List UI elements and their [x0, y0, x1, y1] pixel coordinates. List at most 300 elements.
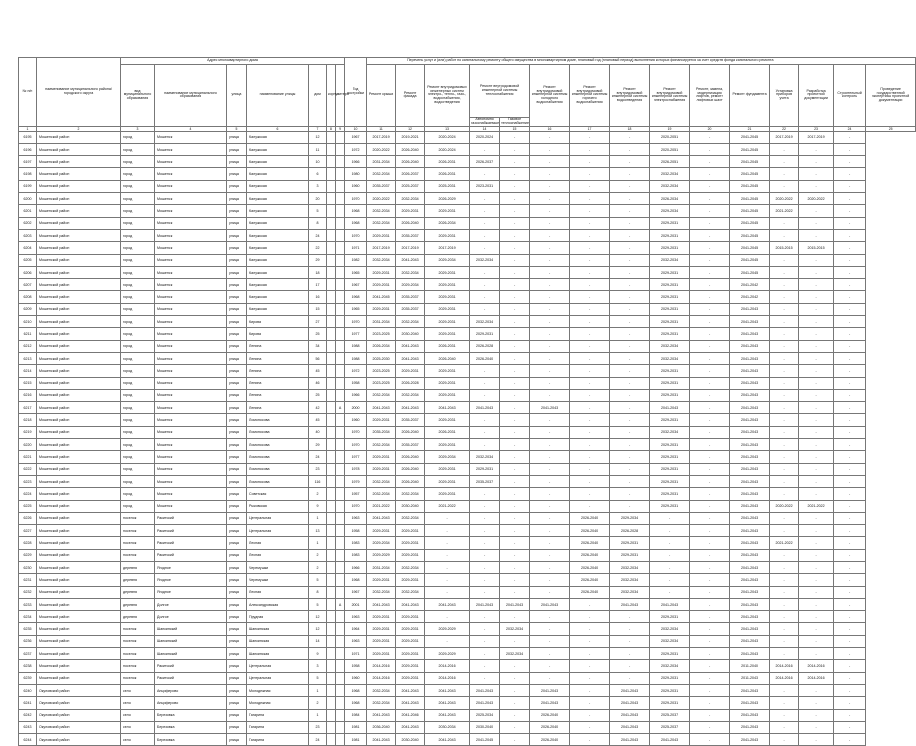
table-row: [19, 193, 916, 205]
cell-year: 1968: [345, 697, 367, 709]
cell-korpus: [327, 291, 336, 303]
cell-work-period: -: [770, 574, 799, 586]
cell-work-period: -: [690, 414, 730, 426]
cell-stroenie: [336, 684, 345, 696]
cell-work-period: 2031-2034: [367, 316, 396, 328]
cell-mo-name: Ягодное: [155, 561, 227, 573]
table-row: [19, 242, 916, 254]
cell-stroenie: [336, 549, 345, 561]
cell-korpus: [327, 611, 336, 623]
cell-work-period: -: [770, 303, 799, 315]
cell-street-name: Калужская: [247, 156, 309, 168]
cell-work-period: -: [799, 512, 834, 524]
cell-row-number: 6236: [19, 635, 37, 647]
cell-work-period: 2041-2043: [367, 598, 396, 610]
cell-work-period: 2041-2043: [730, 734, 770, 746]
cell-work-period: -: [570, 143, 610, 155]
cell-work-period: -: [610, 660, 650, 672]
cell-work-period: 2041-2043: [730, 475, 770, 487]
cell-work-period: -: [799, 328, 834, 340]
cell-work-period: -: [570, 328, 610, 340]
cell-work-period: -: [570, 439, 610, 451]
cell-work-period: -: [610, 426, 650, 438]
cell-stroenie: [336, 451, 345, 463]
cell-work-period: 2019-2021: [396, 131, 425, 143]
cell-work-period: -: [690, 623, 730, 635]
cell-work-period: -: [500, 721, 530, 733]
cell-work-period: -: [530, 266, 570, 278]
cell-work-period: 2041-2043: [650, 734, 690, 746]
table-row: [19, 180, 916, 192]
cell-work-period: -: [530, 303, 570, 315]
cell-mo-type: город: [121, 340, 155, 352]
cell-row-number: 6200: [19, 193, 37, 205]
cell-mo-type: город: [121, 217, 155, 229]
cell-row-number: 6199: [19, 180, 37, 192]
cell-house: 5: [309, 598, 327, 610]
cell-row-number: 6241: [19, 697, 37, 709]
cell-stroenie: [336, 156, 345, 168]
cell-work-period: 2026-2031: [425, 340, 470, 352]
cell-work-period: -: [690, 451, 730, 463]
cell-work-period: -: [834, 561, 866, 573]
cell-work-period: 2041-2045: [730, 266, 770, 278]
cell-work-period: 2029-2031: [425, 439, 470, 451]
cell-work-period: -: [425, 635, 470, 647]
cell-work-period: -: [799, 684, 834, 696]
cell-work-period: -: [425, 537, 470, 549]
cell-work-period: 2026-2031: [425, 426, 470, 438]
table-row: [19, 660, 916, 672]
cell-work-period: 2029-2031: [396, 525, 425, 537]
cell-work-period: 2041-2043: [730, 352, 770, 364]
cell-work-period: -: [799, 488, 834, 500]
cell-work-period: -: [650, 537, 690, 549]
column-number-cell: 3: [121, 126, 155, 131]
cell-row-number: 6211: [19, 328, 37, 340]
cell-mo-type: город: [121, 193, 155, 205]
cell-work-period: -: [500, 611, 530, 623]
cell-work-period: -: [500, 229, 530, 241]
cell-work-period: -: [690, 266, 730, 278]
cell-korpus: [327, 451, 336, 463]
cell-work-period: 2035-2037: [396, 291, 425, 303]
cell-work-period: 2041-2043: [730, 426, 770, 438]
cell-work-period: 2029-2034: [425, 254, 470, 266]
cell-work-period: -: [425, 549, 470, 561]
cell-korpus: [327, 217, 336, 229]
col-korpus-header: корпус: [327, 65, 336, 127]
cell-house: 10: [309, 156, 327, 168]
col-hot-water-header: Ремонт внутридомовой инженерной системы горячего водоснабжения: [570, 65, 610, 127]
cell-mo-type: деревня: [121, 574, 155, 586]
cell-house: 24: [309, 734, 327, 746]
cell-work-period: 2032-2034: [367, 475, 396, 487]
cell-work-period: 2029-2031: [650, 500, 690, 512]
cell-house: 42: [309, 402, 327, 414]
cell-work-period: -: [470, 377, 500, 389]
cell-work-period: -: [650, 574, 690, 586]
cell-house: 2: [309, 561, 327, 573]
cell-street-name: Калужская: [247, 254, 309, 266]
cell-work-period: -: [470, 205, 500, 217]
cell-street-type: улица: [227, 709, 247, 721]
cell-work-period: -: [500, 734, 530, 746]
cell-street-name: Калужская: [247, 205, 309, 217]
cell-work-period: -: [799, 217, 834, 229]
col-num-header: № п/п: [19, 58, 37, 127]
cell-work-period: -: [799, 549, 834, 561]
cell-work-period: -: [834, 549, 866, 561]
cell-work-period: 2032-2034: [396, 512, 425, 524]
cell-street-name: Шапкинская: [247, 635, 309, 647]
cell-work-period: -: [834, 598, 866, 610]
cell-house: 25: [309, 389, 327, 401]
cell-work-period: -: [530, 500, 570, 512]
cell-work-period: -: [570, 734, 610, 746]
cell-work-period: -: [690, 156, 730, 168]
cell-work-period: 2017-2019: [367, 131, 396, 143]
cell-work-period: -: [470, 365, 500, 377]
cell-work-period: 2025-2034: [470, 709, 500, 721]
cell-mo-type: город: [121, 131, 155, 143]
cell-work-period: 2041-2043: [470, 697, 500, 709]
cell-work-period: -: [834, 623, 866, 635]
cell-row-number: 6213: [19, 352, 37, 364]
cell-mo-name: Мошенск: [155, 475, 227, 487]
cell-stroenie: А: [336, 598, 345, 610]
cell-work-period: 2029-2031: [367, 463, 396, 475]
cell-work-period: -: [690, 389, 730, 401]
cell-mo-name: Мошенск: [155, 414, 227, 426]
cell-mo-name: Ракитский: [155, 512, 227, 524]
cell-mo-type: город: [121, 463, 155, 475]
cell-stroenie: [336, 303, 345, 315]
cell-work-period: 2041-2043: [730, 414, 770, 426]
cell-work-period: 2020-2022: [367, 193, 396, 205]
cell-work-period: -: [690, 229, 730, 241]
cell-work-period: 2041-2043: [610, 721, 650, 733]
cell-mo-name: Березовка: [155, 709, 227, 721]
cell-work-period: -: [530, 660, 570, 672]
cell-work-period: -: [690, 660, 730, 672]
cell-stroenie: [336, 352, 345, 364]
table-row: [19, 512, 916, 524]
cell-korpus: [327, 205, 336, 217]
cell-work-period: 2041-2045: [730, 254, 770, 266]
cell-work-period: -: [799, 254, 834, 266]
cell-house: 9: [309, 500, 327, 512]
cell-year: 1960: [345, 672, 367, 684]
cell-work-period: 2032-2034: [367, 168, 396, 180]
cell-work-period: 2021-2022: [770, 537, 799, 549]
cell-stroenie: [336, 512, 345, 524]
cell-mo-type: село: [121, 697, 155, 709]
column-number-cell: 21: [730, 126, 770, 131]
cell-street-name: Калужская: [247, 180, 309, 192]
cell-work-period: 2032-2034: [500, 648, 530, 660]
cell-work-period: -: [770, 635, 799, 647]
cell-work-period: 2029-2031: [650, 217, 690, 229]
cell-work-period: 2041-2045: [367, 291, 396, 303]
cell-work-period: -: [610, 205, 650, 217]
cell-year: 1970: [345, 193, 367, 205]
cell-work-period: 2029-2029: [367, 549, 396, 561]
cell-work-period: 2029-2031: [650, 389, 690, 401]
cell-work-period: -: [500, 451, 530, 463]
cell-work-period: -: [770, 734, 799, 746]
cell-district: Мошенской район: [37, 414, 121, 426]
cell-work-period: -: [690, 488, 730, 500]
cell-work-period: 2026-2028: [396, 377, 425, 389]
cell-work-period: -: [834, 451, 866, 463]
cell-work-period: 2020-2022: [770, 500, 799, 512]
column-number-cell: 25: [866, 126, 916, 131]
cell-work-period: -: [834, 611, 866, 623]
cell-work-period: -: [530, 574, 570, 586]
cell-row-number: 6216: [19, 389, 37, 401]
cell-work-period: -: [770, 143, 799, 155]
cell-work-period: -: [610, 611, 650, 623]
cell-work-period: 2026-2037: [470, 156, 500, 168]
cell-house: 5: [309, 672, 327, 684]
cell-street-name: Шапкинская: [247, 648, 309, 660]
cell-district: Мошенской район: [37, 574, 121, 586]
cell-work-period: -: [834, 475, 866, 487]
cell-work-period: -: [690, 193, 730, 205]
cell-work-period: 2041-2043: [730, 303, 770, 315]
cell-work-period: -: [500, 143, 530, 155]
cell-work-period: 2041-2043: [730, 635, 770, 647]
table-row: [19, 623, 916, 635]
cell-year: 1970: [345, 316, 367, 328]
cell-work-period: -: [500, 193, 530, 205]
cell-mo-type: поселок: [121, 623, 155, 635]
cell-work-period: 2032-2034: [367, 217, 396, 229]
table-row: [19, 352, 916, 364]
cell-work-period: 2032-2034: [367, 439, 396, 451]
cell-stroenie: [336, 697, 345, 709]
cell-street-type: улица: [227, 377, 247, 389]
cell-work-period: -: [650, 525, 690, 537]
cell-work-period: -: [834, 525, 866, 537]
cell-work-period: -: [610, 475, 650, 487]
cell-work-period: 2031-2034: [367, 156, 396, 168]
cell-mo-name: Ягодное: [155, 574, 227, 586]
cell-district: Мошенской район: [37, 672, 121, 684]
cell-mo-name: Долгое: [155, 598, 227, 610]
cell-work-period: -: [500, 574, 530, 586]
cell-street-type: улица: [227, 402, 247, 414]
cell-street-name: Калужская: [247, 229, 309, 241]
cell-row-number: 6231: [19, 574, 37, 586]
cell-stroenie: [336, 537, 345, 549]
cell-stroenie: [336, 377, 345, 389]
cell-work-period: 2041-2042: [730, 291, 770, 303]
cell-work-period: 2023-2025: [367, 377, 396, 389]
cell-work-period: -: [470, 549, 500, 561]
cell-work-period: 2014-2016: [425, 660, 470, 672]
cell-stroenie: [336, 648, 345, 660]
cell-korpus: [327, 229, 336, 241]
table-row: [19, 537, 916, 549]
cell-mo-type: город: [121, 488, 155, 500]
cell-work-period: -: [690, 672, 730, 684]
cell-work-period: -: [530, 143, 570, 155]
cell-korpus: [327, 623, 336, 635]
table-row: [19, 549, 916, 561]
cell-work-period: -: [570, 352, 610, 364]
cell-work-period: -: [799, 451, 834, 463]
cell-work-period: 2026-2040: [396, 143, 425, 155]
cell-work-period: -: [530, 205, 570, 217]
cell-mo-type: деревня: [121, 611, 155, 623]
cell-work-period: 2029-2031: [650, 328, 690, 340]
table-row: [19, 500, 916, 512]
cell-work-period: -: [610, 451, 650, 463]
cell-korpus: [327, 549, 336, 561]
cell-work-period: -: [500, 156, 530, 168]
cell-street-type: улица: [227, 561, 247, 573]
cell-year: 1958: [345, 525, 367, 537]
cell-street-type: улица: [227, 475, 247, 487]
cell-work-period: 2041-2043: [730, 512, 770, 524]
cell-work-period: -: [500, 340, 530, 352]
cell-work-period: 2029-2031: [396, 365, 425, 377]
cell-house: 20: [309, 193, 327, 205]
cell-work-period: -: [530, 291, 570, 303]
cell-work-period: -: [770, 586, 799, 598]
cell-row-number: 6243: [19, 721, 37, 733]
cell-street-name: Центральная: [247, 660, 309, 672]
cell-district: Мошенской район: [37, 586, 121, 598]
cell-work-period: 2020-2024: [425, 143, 470, 155]
cell-street-name: Ломоносова: [247, 439, 309, 451]
cell-stroenie: А: [336, 402, 345, 414]
cell-district: Мошенской район: [37, 611, 121, 623]
cell-district: Мошенской район: [37, 303, 121, 315]
cell-work-period: -: [770, 229, 799, 241]
cell-district: Мошенской район: [37, 316, 121, 328]
cell-mo-name: Анциферово: [155, 697, 227, 709]
cell-house: 3: [309, 180, 327, 192]
cell-korpus: [327, 131, 336, 143]
cell-street-type: улица: [227, 488, 247, 500]
cell-work-period: 2041-2043: [367, 734, 396, 746]
cell-house: 25: [309, 328, 327, 340]
cell-work-period: -: [690, 549, 730, 561]
cell-work-period: -: [570, 721, 610, 733]
cell-work-period: 2041-2043: [730, 697, 770, 709]
table-row: [19, 684, 916, 696]
cell-work-period: -: [610, 316, 650, 328]
cell-work-period: 2041-2043: [396, 402, 425, 414]
cell-street-name: Лесная: [247, 586, 309, 598]
cell-year: 1984: [345, 709, 367, 721]
cell-korpus: [327, 389, 336, 401]
column-number-cell: 12: [396, 126, 425, 131]
column-number-cell: 22: [770, 126, 799, 131]
cell-street-type: улица: [227, 672, 247, 684]
cell-work-period: -: [799, 734, 834, 746]
cell-work-period: -: [470, 279, 500, 291]
cell-work-period: -: [470, 500, 500, 512]
cell-mo-type: город: [121, 266, 155, 278]
cell-work-period: -: [770, 340, 799, 352]
cell-street-name: Калужская: [247, 291, 309, 303]
cell-row-number: 6218: [19, 414, 37, 426]
cell-district: Окуловский район: [37, 684, 121, 696]
cell-stroenie: [336, 205, 345, 217]
cell-work-period: -: [690, 611, 730, 623]
cell-work-period: 2041-2045: [470, 734, 500, 746]
cell-row-number: 6195: [19, 131, 37, 143]
cell-work-period: -: [610, 672, 650, 684]
cell-work-period: 2041-2043: [367, 709, 396, 721]
cell-work-period: 2032-2034: [650, 352, 690, 364]
cell-korpus: [327, 635, 336, 647]
cell-work-period: -: [770, 512, 799, 524]
cell-work-period: -: [500, 217, 530, 229]
cell-work-period: 2029-2031: [650, 672, 690, 684]
cell-work-period: -: [500, 426, 530, 438]
cell-work-period: 2029-2034: [610, 512, 650, 524]
cell-work-period: -: [530, 648, 570, 660]
cell-work-period: 2035-2037: [396, 303, 425, 315]
cell-work-period: -: [770, 549, 799, 561]
cell-mo-name: Березовка: [155, 734, 227, 746]
table-body: [19, 131, 916, 746]
cell-mo-type: село: [121, 734, 155, 746]
cell-mo-name: Мошенск: [155, 451, 227, 463]
cell-work-period: -: [570, 193, 610, 205]
cell-row-number: 6230: [19, 561, 37, 573]
cell-work-period: 2014-2016: [425, 672, 470, 684]
cell-mo-name: Мошенск: [155, 340, 227, 352]
cell-work-period: -: [530, 525, 570, 537]
cell-mo-name: Мошенск: [155, 316, 227, 328]
cell-work-period: 2032-2034: [367, 684, 396, 696]
cell-work-period: -: [570, 414, 610, 426]
cell-work-period: -: [834, 660, 866, 672]
cell-work-period: -: [500, 475, 530, 487]
cell-street-type: улица: [227, 205, 247, 217]
cell-work-period: 2041-2043: [396, 254, 425, 266]
cell-street-name: Молодежная: [247, 684, 309, 696]
cell-korpus: [327, 340, 336, 352]
cell-work-period: 2032-2034: [367, 254, 396, 266]
cell-work-period: -: [610, 254, 650, 266]
table-row: [19, 328, 916, 340]
cell-work-period: 2026-2029: [425, 193, 470, 205]
cell-district: Мошенской район: [37, 168, 121, 180]
cell-work-period: -: [500, 291, 530, 303]
cell-house: 12: [309, 131, 327, 143]
cell-district: Мошенской район: [37, 623, 121, 635]
col-mo-type-header: вид муниципального образования: [121, 65, 155, 127]
cell-stroenie: [336, 168, 345, 180]
cell-work-period: 2015-2015: [799, 242, 834, 254]
cell-mo-name: Ягодное: [155, 586, 227, 598]
table-row: [19, 156, 916, 168]
cell-mo-type: поселок: [121, 660, 155, 672]
cell-work-period: -: [799, 463, 834, 475]
cell-work-period: -: [530, 512, 570, 524]
table-row: [19, 525, 916, 537]
cell-row-number: 6201: [19, 205, 37, 217]
cell-work-period: -: [570, 488, 610, 500]
cell-korpus: [327, 660, 336, 672]
